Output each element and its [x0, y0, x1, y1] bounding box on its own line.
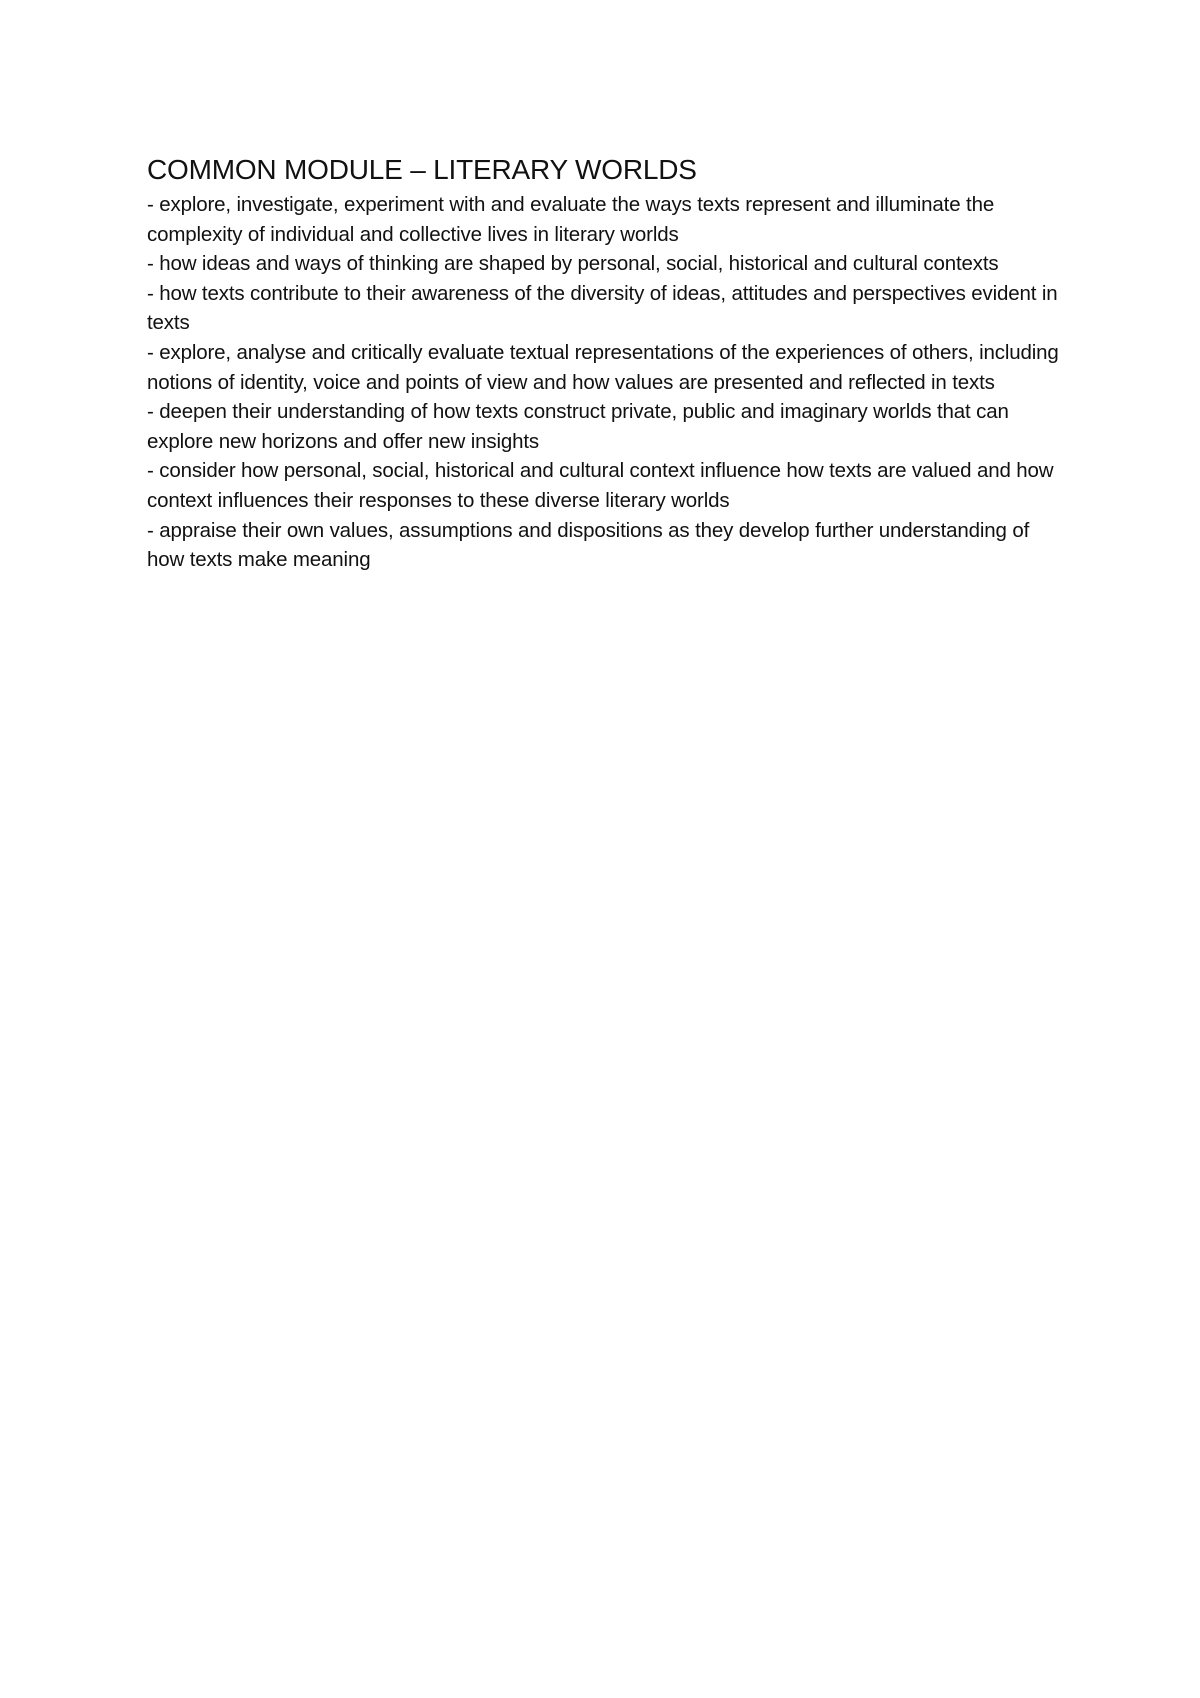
list-item: - appraise their own values, assumptions and dispositions as they develop further understanding of how texts make meaning: [147, 518, 1030, 572]
document-content: [147, 152, 1067, 575]
document-title: COMMON MODULE – LITERARY WORLDS: [147, 154, 697, 185]
list-item: - explore, investigate, experiment with and evaluate the ways texts represent and illuminate the complexity of individual and collective lives in literary worlds: [147, 193, 995, 246]
list-item: - deepen their understanding of how texts construct private, public and imaginary worlds that can explore new horizons and offer new insights: [147, 400, 1009, 453]
list-item: - explore, analyse and critically evaluate textual representations of the experiences of others, including notions of identity, voice and points of view and how values are presented and reflected in texts: [147, 340, 1059, 394]
module-outcomes-list: [147, 190, 1067, 575]
list-item: - how texts contribute to their awareness of the diversity of ideas, attitudes and perspectives evident in texts: [147, 281, 1058, 335]
list-item: - how ideas and ways of thinking are shaped by personal, social, historical and cultural contexts: [147, 252, 999, 276]
list-item: - consider how personal, social, historical and cultural context influence how texts are valued and how context influences their responses to these diverse literary worlds: [147, 459, 1054, 512]
